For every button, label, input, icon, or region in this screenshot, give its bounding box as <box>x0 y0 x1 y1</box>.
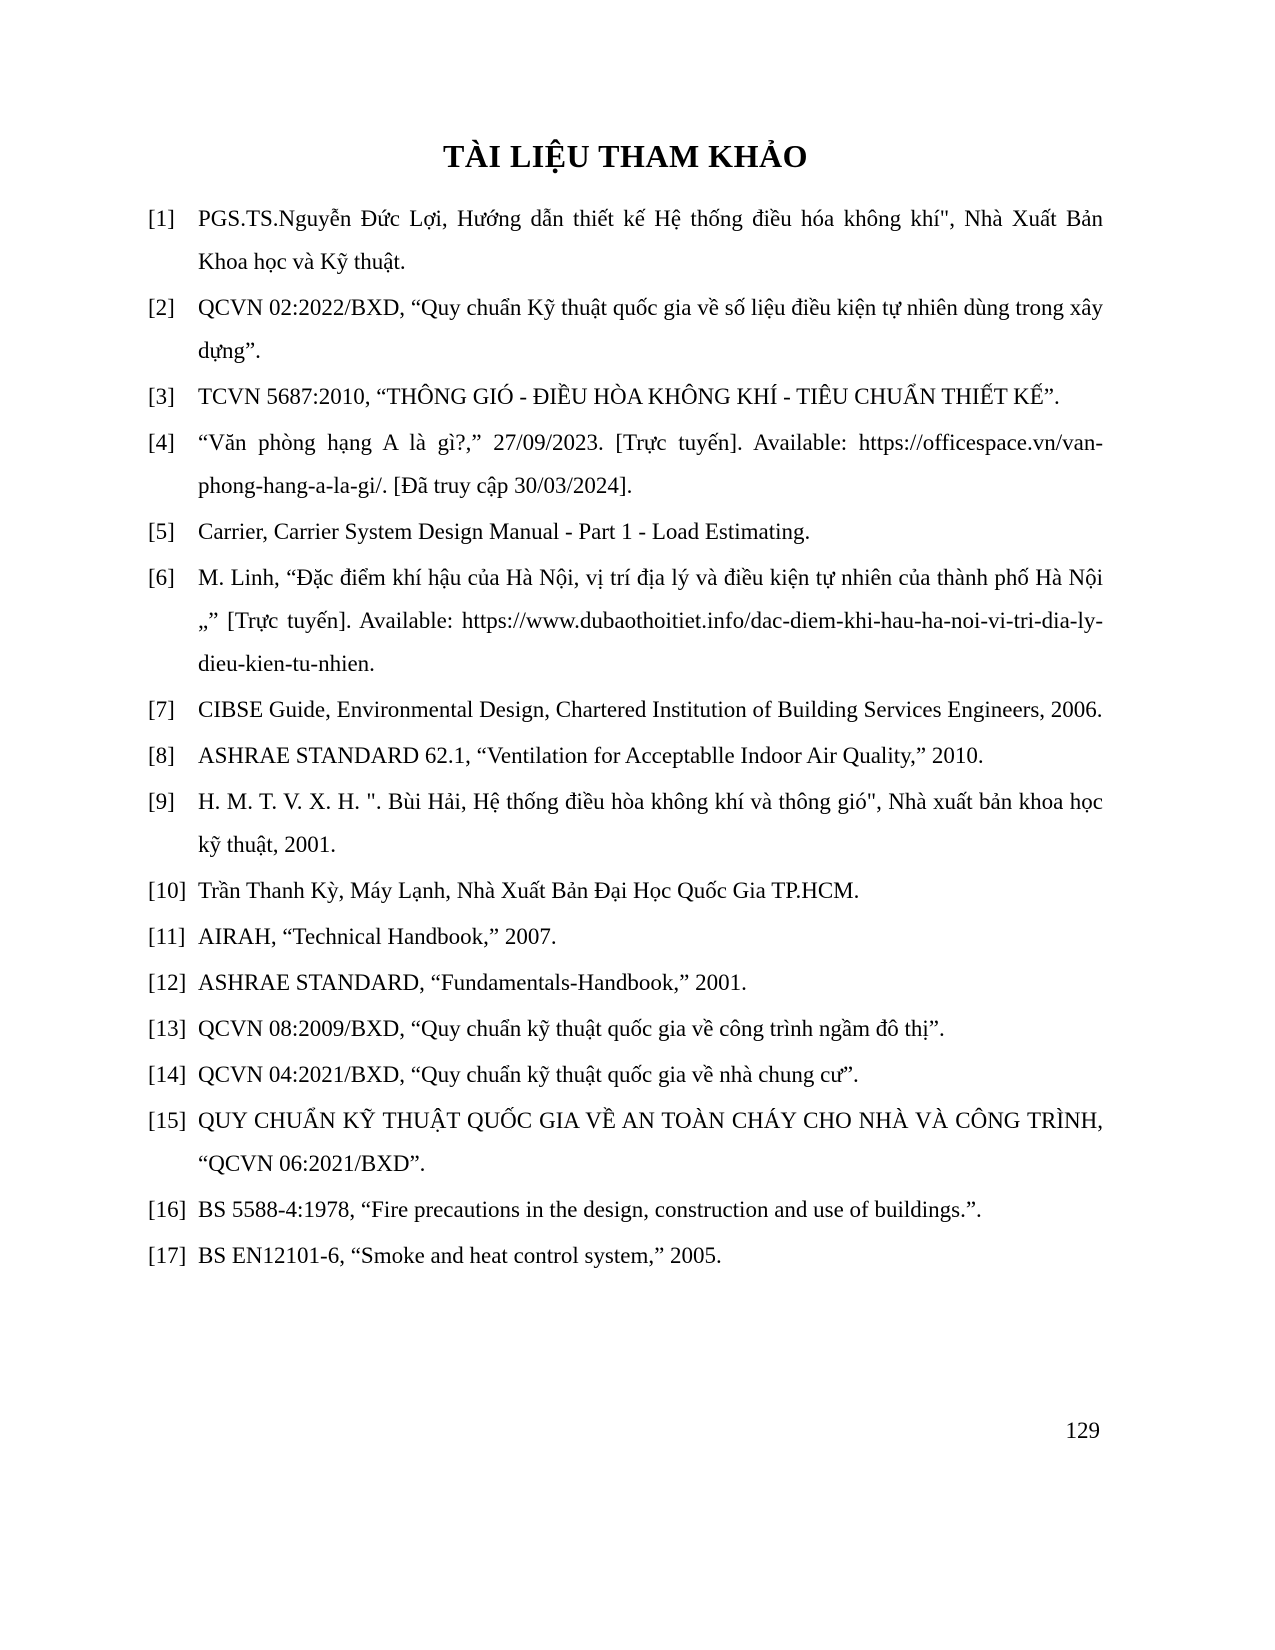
reference-item <box>148 734 1103 777</box>
reference-text: H. M. T. V. X. H. ". Bùi Hải, Hệ thống điều hòa không khí và thông gió", Nhà xuất bản khoa học kỹ thuật, 2001. <box>198 789 1103 857</box>
reference-text: ASHRAE STANDARD 62.1, “Ventilation for Acceptablle Indoor Air Quality,” 2010. <box>198 743 984 768</box>
reference-item <box>148 556 1103 685</box>
reference-item <box>148 1053 1103 1096</box>
reference-list <box>148 197 1103 1277</box>
reference-item <box>148 915 1103 958</box>
reference-item <box>148 869 1103 912</box>
reference-text: QCVN 08:2009/BXD, “Quy chuẩn kỹ thuật quốc gia về công trình ngầm đô thị”. <box>198 1016 945 1041</box>
page-title: TÀI LIỆU THAM KHẢO <box>443 138 808 174</box>
reference-text: QCVN 02:2022/BXD, “Quy chuẩn Kỹ thuật quốc gia về số liệu điều kiện tự nhiên dùng trong xây dựng”. <box>198 295 1103 363</box>
reference-number: [4] <box>148 430 175 455</box>
reference-number: [5] <box>148 519 175 544</box>
reference-item <box>148 421 1103 507</box>
reference-item <box>148 780 1103 866</box>
reference-item <box>148 688 1103 731</box>
reference-text: ASHRAE STANDARD, “Fundamentals-Handbook,” 2001. <box>198 970 747 995</box>
reference-item <box>148 286 1103 372</box>
reference-number: [10] <box>148 878 187 903</box>
reference-item <box>148 197 1103 283</box>
reference-text: AIRAH, “Technical Handbook,” 2007. <box>198 924 557 949</box>
reference-item <box>148 1234 1103 1277</box>
reference-item <box>148 1007 1103 1050</box>
reference-number: [13] <box>148 1016 187 1041</box>
reference-text: TCVN 5687:2010, “THÔNG GIÓ - ĐIỀU HÒA KHÔNG KHÍ - TIÊU CHUẨN THIẾT KẾ”. <box>198 384 1060 409</box>
reference-item <box>148 375 1103 418</box>
reference-text: PGS.TS.Nguyễn Đức Lợi, Hướng dẫn thiết kế Hệ thống điều hóa không khí", Nhà Xuất Bản Khoa học và Kỹ thuật. <box>198 206 1103 274</box>
reference-text: BS EN12101-6, “Smoke and heat control system,” 2005. <box>198 1243 722 1268</box>
reference-number: [11] <box>148 924 186 949</box>
reference-number: [14] <box>148 1062 187 1087</box>
page-number: 129 <box>1065 1418 1100 1443</box>
reference-item <box>148 1099 1103 1185</box>
reference-number: [7] <box>148 697 175 722</box>
reference-number: [9] <box>148 789 175 814</box>
reference-number: [17] <box>148 1243 187 1268</box>
reference-text: BS 5588-4:1978, “Fire precautions in the design, construction and use of buildings.”. <box>198 1197 982 1222</box>
reference-item <box>148 510 1103 553</box>
reference-item <box>148 1188 1103 1231</box>
reference-item <box>148 961 1103 1004</box>
reference-number: [2] <box>148 295 175 320</box>
reference-text: M. Linh, “Đặc điểm khí hậu của Hà Nội, vị trí địa lý và điều kiện tự nhiên của thành phố Hà Nội „” [Trực tuyến]. Available: https://www.dubaothoitiet.info/dac-diem-khi-hau-ha-noi-vi-tri-dia-ly-dieu-kien-tu-nhien. <box>198 565 1103 676</box>
reference-number: [15] <box>148 1108 187 1133</box>
reference-text: Carrier, Carrier System Design Manual - Part 1 - Load Estimating. <box>198 519 811 544</box>
reference-text: Trần Thanh Kỳ, Máy Lạnh, Nhà Xuất Bản Đại Học Quốc Gia TP.HCM. <box>198 878 860 903</box>
reference-text: QUY CHUẨN KỸ THUẬT QUỐC GIA VỀ AN TOÀN CHÁY CHO NHÀ VÀ CÔNG TRÌNH, “QCVN 06:2021/BXD”. <box>198 1108 1103 1176</box>
reference-text: QCVN 04:2021/BXD, “Quy chuẩn kỹ thuật quốc gia về nhà chung cư”. <box>198 1062 859 1087</box>
reference-number: [12] <box>148 970 187 995</box>
reference-number: [3] <box>148 384 175 409</box>
reference-text: CIBSE Guide, Environmental Design, Chartered Institution of Building Services Engineers, 2006. <box>198 697 1103 722</box>
reference-number: [8] <box>148 743 175 768</box>
reference-number: [6] <box>148 565 175 590</box>
reference-text: “Văn phòng hạng A là gì?,” 27/09/2023. [Trực tuyến]. Available: https://officespace.vn/van-phong-hang-a-la-gi/. [Đã truy cập 30/03/2024]. <box>198 430 1103 498</box>
reference-number: [16] <box>148 1197 187 1222</box>
reference-number: [1] <box>148 206 175 231</box>
